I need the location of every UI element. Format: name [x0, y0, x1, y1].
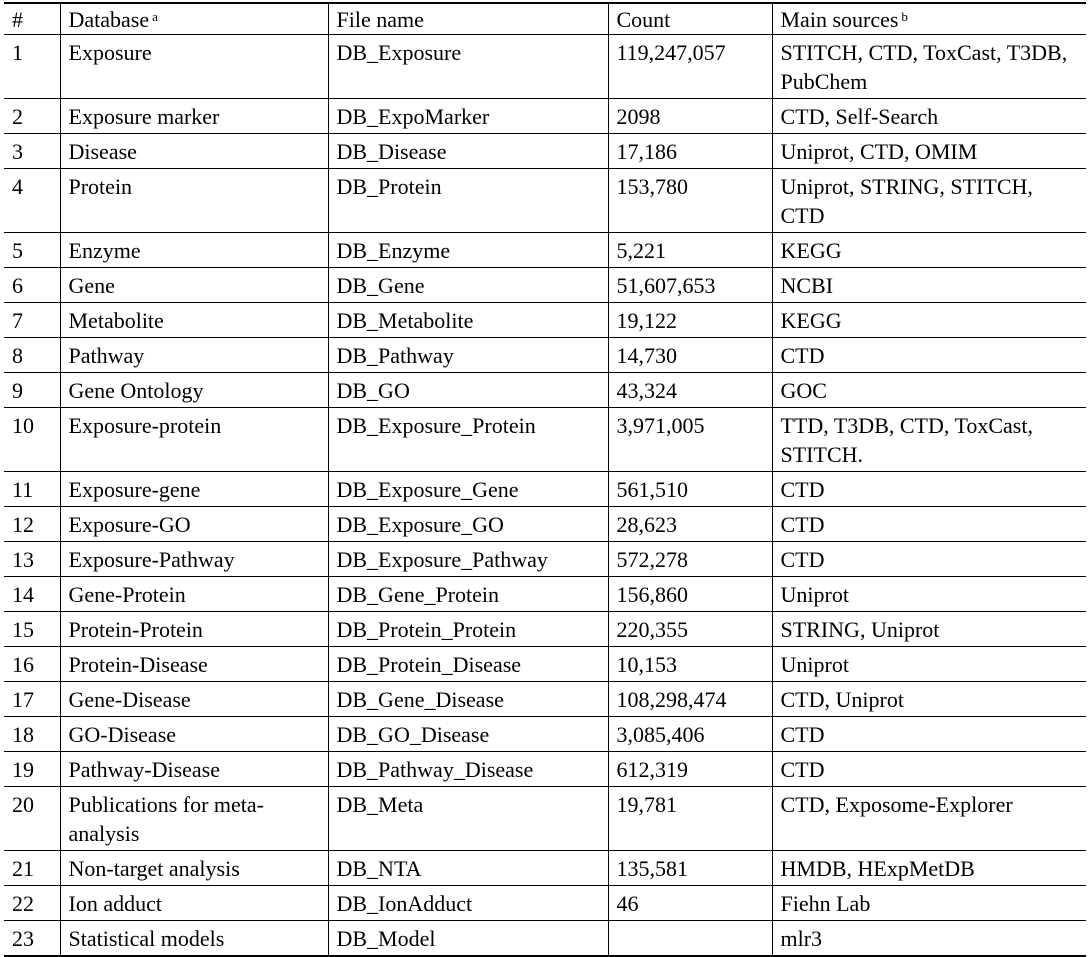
cell-num: 15 — [4, 612, 60, 647]
cell-count: 612,319 — [608, 752, 772, 787]
cell-file-name: DB_Exposure_Gene — [328, 472, 608, 507]
cell-num: 7 — [4, 303, 60, 338]
cell-database: Ion adduct — [60, 886, 328, 921]
cell-count: 28,623 — [608, 507, 772, 542]
table-row — [4, 507, 1086, 542]
cell-num: 21 — [4, 851, 60, 886]
table-body — [4, 35, 1086, 957]
table-row — [4, 233, 1086, 268]
table-row — [4, 921, 1086, 957]
cell-file-name: DB_Exposure_Pathway — [328, 542, 608, 577]
cell-file-name: DB_Enzyme — [328, 233, 608, 268]
header-database — [60, 3, 328, 35]
header-row — [4, 3, 1086, 35]
cell-num: 14 — [4, 577, 60, 612]
table-row — [4, 612, 1086, 647]
cell-database: Non-target analysis — [60, 851, 328, 886]
cell-count: 14,730 — [608, 338, 772, 373]
cell-database: Protein-Protein — [60, 612, 328, 647]
cell-num: 2 — [4, 99, 60, 134]
cell-main-sources: Uniprot, CTD, OMIM — [772, 134, 1086, 169]
cell-main-sources: CTD — [772, 472, 1086, 507]
cell-file-name: DB_Disease — [328, 134, 608, 169]
cell-num: 8 — [4, 338, 60, 373]
table-row — [4, 682, 1086, 717]
cell-file-name: DB_Protein — [328, 169, 608, 233]
cell-main-sources: KEGG — [772, 303, 1086, 338]
cell-database: Exposure-gene — [60, 472, 328, 507]
cell-file-name: DB_Meta — [328, 787, 608, 851]
cell-count: 43,324 — [608, 373, 772, 408]
cell-num: 4 — [4, 169, 60, 233]
cell-database: Gene-Disease — [60, 682, 328, 717]
table-row — [4, 303, 1086, 338]
cell-database: Metabolite — [60, 303, 328, 338]
cell-file-name: DB_GO_Disease — [328, 717, 608, 752]
cell-count: 220,355 — [608, 612, 772, 647]
cell-main-sources: CTD, Self-Search — [772, 99, 1086, 134]
cell-count: 561,510 — [608, 472, 772, 507]
cell-count: 17,186 — [608, 134, 772, 169]
cell-main-sources: CTD, Exposome-Explorer — [772, 787, 1086, 851]
cell-num: 9 — [4, 373, 60, 408]
cell-database: Publications for meta-analysis — [60, 787, 328, 851]
table-row — [4, 851, 1086, 886]
table-row — [4, 752, 1086, 787]
cell-num: 13 — [4, 542, 60, 577]
cell-count: 46 — [608, 886, 772, 921]
cell-num: 18 — [4, 717, 60, 752]
cell-file-name: DB_Exposure — [328, 35, 608, 99]
cell-num: 12 — [4, 507, 60, 542]
cell-main-sources: STRING, Uniprot — [772, 612, 1086, 647]
cell-file-name: DB_Gene_Disease — [328, 682, 608, 717]
cell-main-sources: mlr3 — [772, 921, 1086, 957]
cell-main-sources: HMDB, HExpMetDB — [772, 851, 1086, 886]
footnote-marker-a: a — [152, 9, 158, 24]
cell-main-sources: KEGG — [772, 233, 1086, 268]
header-count: Count — [608, 3, 772, 35]
table-row — [4, 472, 1086, 507]
footnote-marker-b: b — [901, 9, 908, 24]
header-file-name: File name — [328, 3, 608, 35]
cell-database: Exposure — [60, 35, 328, 99]
cell-count: 10,153 — [608, 647, 772, 682]
table-row — [4, 542, 1086, 577]
header-num: # — [4, 3, 60, 35]
cell-file-name: DB_NTA — [328, 851, 608, 886]
cell-file-name: DB_ExpoMarker — [328, 99, 608, 134]
table-row — [4, 886, 1086, 921]
table-row — [4, 787, 1086, 851]
cell-count: 153,780 — [608, 169, 772, 233]
cell-main-sources: CTD — [772, 752, 1086, 787]
cell-count: 51,607,653 — [608, 268, 772, 303]
cell-file-name: DB_Protein_Disease — [328, 647, 608, 682]
database-table — [4, 2, 1086, 957]
cell-file-name: DB_Pathway_Disease — [328, 752, 608, 787]
table-row — [4, 647, 1086, 682]
cell-main-sources: STITCH, CTD, ToxCast, T3DB, PubChem — [772, 35, 1086, 99]
cell-database: Gene-Protein — [60, 577, 328, 612]
cell-count: 572,278 — [608, 542, 772, 577]
cell-main-sources: CTD — [772, 542, 1086, 577]
cell-num: 3 — [4, 134, 60, 169]
cell-database: Enzyme — [60, 233, 328, 268]
cell-num: 19 — [4, 752, 60, 787]
cell-num: 20 — [4, 787, 60, 851]
cell-num: 10 — [4, 408, 60, 472]
cell-num: 1 — [4, 35, 60, 99]
table-row — [4, 408, 1086, 472]
cell-main-sources: GOC — [772, 373, 1086, 408]
cell-database: Gene Ontology — [60, 373, 328, 408]
cell-database: Pathway-Disease — [60, 752, 328, 787]
cell-database: Protein — [60, 169, 328, 233]
cell-database: Pathway — [60, 338, 328, 373]
cell-count — [608, 921, 772, 957]
cell-num: 23 — [4, 921, 60, 957]
table-row — [4, 577, 1086, 612]
cell-file-name: DB_Gene_Protein — [328, 577, 608, 612]
header-main-sources-label: Main sources — [780, 7, 899, 32]
cell-database: GO-Disease — [60, 717, 328, 752]
cell-file-name: DB_Gene — [328, 268, 608, 303]
table-row — [4, 268, 1086, 303]
cell-count: 156,860 — [608, 577, 772, 612]
header-database-label: Database — [68, 7, 150, 32]
cell-database: Exposure marker — [60, 99, 328, 134]
cell-count: 2098 — [608, 99, 772, 134]
table-row — [4, 134, 1086, 169]
table-row — [4, 169, 1086, 233]
cell-count: 5,221 — [608, 233, 772, 268]
cell-main-sources: NCBI — [772, 268, 1086, 303]
table-row — [4, 373, 1086, 408]
cell-num: 17 — [4, 682, 60, 717]
cell-main-sources: CTD — [772, 338, 1086, 373]
cell-count: 135,581 — [608, 851, 772, 886]
cell-count: 3,085,406 — [608, 717, 772, 752]
cell-database: Exposure-GO — [60, 507, 328, 542]
cell-count: 108,298,474 — [608, 682, 772, 717]
cell-file-name: DB_GO — [328, 373, 608, 408]
cell-main-sources: Fiehn Lab — [772, 886, 1086, 921]
cell-count: 19,122 — [608, 303, 772, 338]
table-row — [4, 717, 1086, 752]
cell-num: 22 — [4, 886, 60, 921]
cell-main-sources: CTD, Uniprot — [772, 682, 1086, 717]
cell-main-sources: CTD — [772, 717, 1086, 752]
cell-count: 119,247,057 — [608, 35, 772, 99]
table-row — [4, 35, 1086, 99]
cell-num: 5 — [4, 233, 60, 268]
cell-database: Exposure-Pathway — [60, 542, 328, 577]
cell-database: Gene — [60, 268, 328, 303]
cell-file-name: DB_Protein_Protein — [328, 612, 608, 647]
cell-database: Statistical models — [60, 921, 328, 957]
table-row — [4, 99, 1086, 134]
cell-database: Disease — [60, 134, 328, 169]
table-row — [4, 338, 1086, 373]
cell-file-name: DB_IonAdduct — [328, 886, 608, 921]
cell-main-sources: CTD — [772, 507, 1086, 542]
cell-main-sources: TTD, T3DB, CTD, ToxCast, STITCH. — [772, 408, 1086, 472]
cell-database: Exposure-protein — [60, 408, 328, 472]
cell-num: 16 — [4, 647, 60, 682]
cell-file-name: DB_Exposure_Protein — [328, 408, 608, 472]
cell-count: 3,971,005 — [608, 408, 772, 472]
cell-database: Protein-Disease — [60, 647, 328, 682]
cell-main-sources: Uniprot, STRING, STITCH, CTD — [772, 169, 1086, 233]
header-main-sources — [772, 3, 1086, 35]
cell-main-sources: Uniprot — [772, 647, 1086, 682]
cell-file-name: DB_Exposure_GO — [328, 507, 608, 542]
cell-file-name: DB_Model — [328, 921, 608, 957]
cell-main-sources: Uniprot — [772, 577, 1086, 612]
cell-file-name: DB_Metabolite — [328, 303, 608, 338]
cell-num: 11 — [4, 472, 60, 507]
cell-num: 6 — [4, 268, 60, 303]
cell-file-name: DB_Pathway — [328, 338, 608, 373]
cell-count: 19,781 — [608, 787, 772, 851]
